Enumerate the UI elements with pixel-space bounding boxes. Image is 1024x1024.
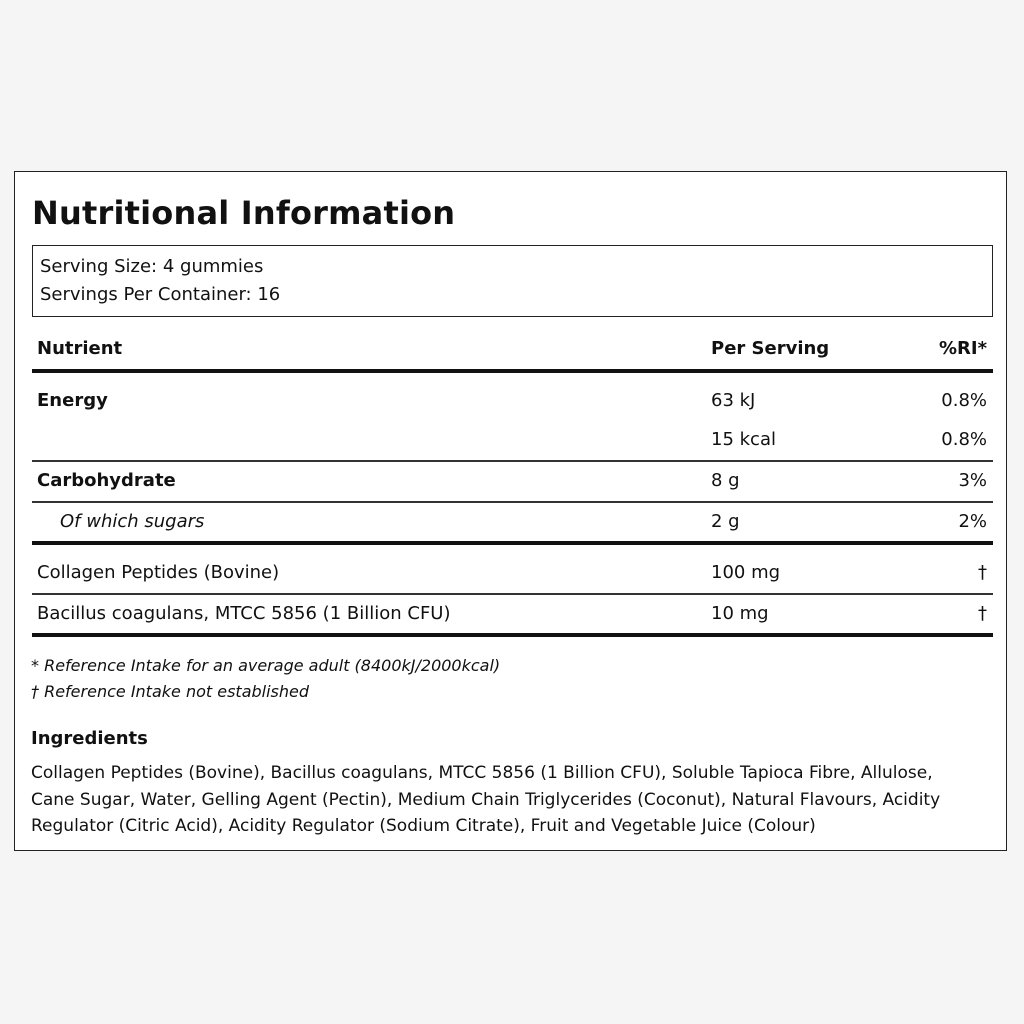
ri-value: † bbox=[978, 562, 987, 583]
per-serving-value: 8 g bbox=[711, 470, 740, 491]
table-bottom-rule bbox=[32, 633, 993, 637]
nutrient-name: Collagen Peptides (Bovine) bbox=[37, 562, 280, 583]
row-divider bbox=[32, 593, 993, 595]
footnote-reference-intake: * Reference Intake for an average adult (8400kJ/2000kcal) bbox=[31, 656, 501, 675]
ri-value: 0.8% bbox=[941, 429, 987, 450]
nutrition-panel bbox=[14, 171, 1007, 851]
footnote-not-established: † Reference Intake not established bbox=[31, 682, 310, 701]
header-ri: %RI* bbox=[938, 338, 987, 359]
ri-value: 0.8% bbox=[941, 390, 987, 411]
servings-per-container: Servings Per Container: 16 bbox=[40, 284, 281, 305]
serving-info-box bbox=[32, 245, 993, 317]
nutrient-name: Bacillus coagulans, MTCC 5856 (1 Billion CFU) bbox=[37, 603, 451, 624]
section-rule bbox=[32, 541, 993, 545]
per-serving-value: 2 g bbox=[711, 511, 740, 532]
serving-size: Serving Size: 4 gummies bbox=[40, 256, 264, 277]
per-serving-value: 100 mg bbox=[711, 562, 781, 583]
row-divider bbox=[32, 460, 993, 462]
nutrient-name: Of which sugars bbox=[60, 511, 205, 532]
per-serving-value: 10 mg bbox=[711, 603, 769, 624]
header-per-serving: Per Serving bbox=[711, 338, 830, 359]
row-divider bbox=[32, 501, 993, 503]
ingredients-heading: Ingredients bbox=[31, 728, 148, 749]
page-title: Nutritional Information bbox=[32, 194, 456, 232]
per-serving-value: 15 kcal bbox=[711, 429, 776, 450]
header-nutrient: Nutrient bbox=[37, 338, 123, 359]
ri-value: 3% bbox=[958, 470, 987, 491]
ri-value: 2% bbox=[958, 511, 987, 532]
ingredients-text: Collagen Peptides (Bovine), Bacillus coagulans, MTCC 5856 (1 Billion CFU), Soluble Tapioca Fibre, Allulose, Cane Sugar, Water, Gelling Agent (Pectin), Medium Chain Triglycerides (Coconut), Natural Flavours, Acidity Regulator (Citric Acid), Acidity Regulator (Sodium Citrate), Fruit and Vegetable Juice (Colour) bbox=[31, 763, 941, 836]
nutrient-name: Energy bbox=[37, 390, 108, 411]
nutrient-name: Carbohydrate bbox=[37, 470, 176, 491]
ri-value: † bbox=[978, 603, 987, 624]
header-rule bbox=[32, 369, 993, 373]
per-serving-value: 63 kJ bbox=[711, 390, 756, 411]
